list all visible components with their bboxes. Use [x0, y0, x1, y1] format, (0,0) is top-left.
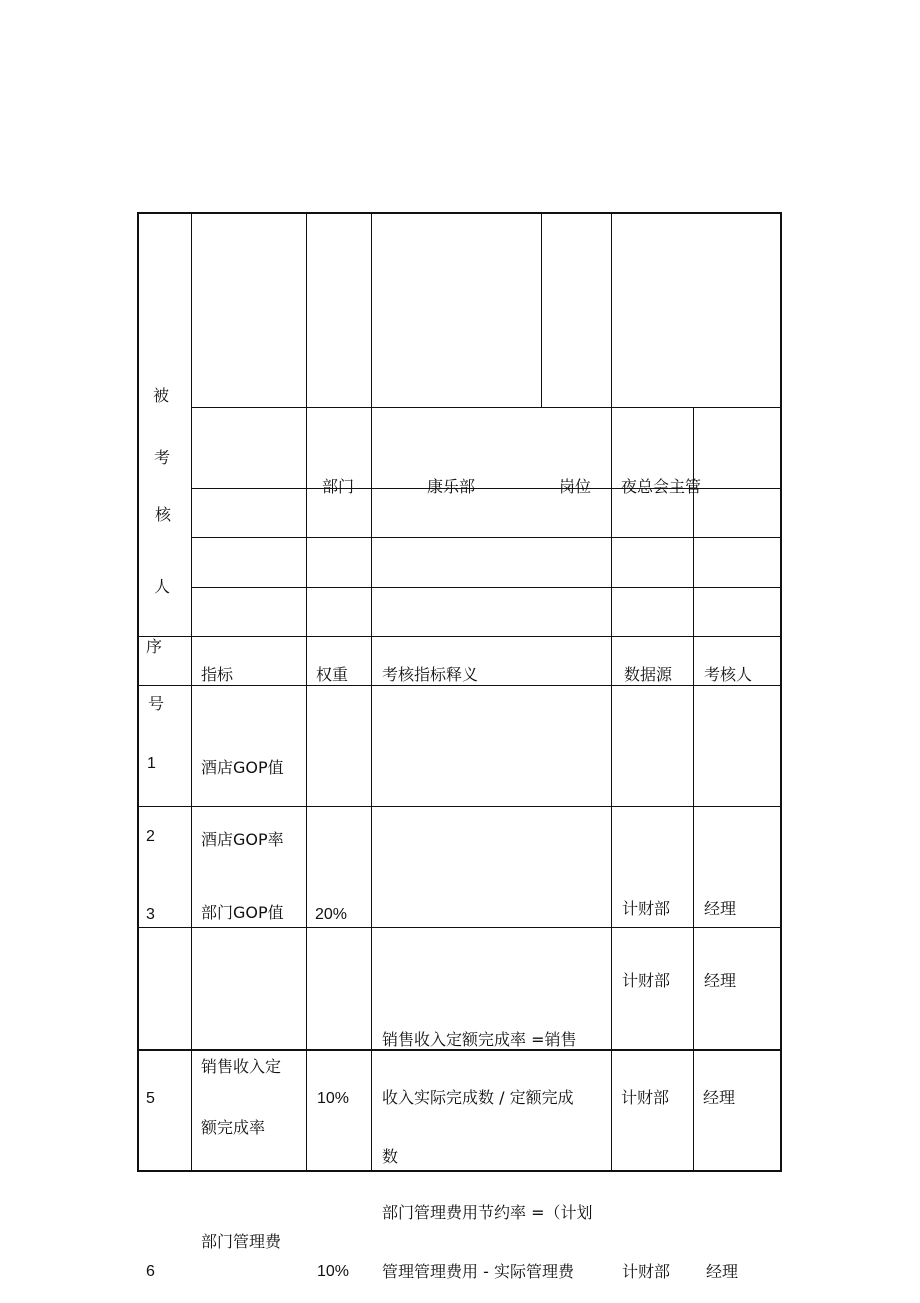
row-definition-line: 数	[382, 1147, 399, 1166]
row-definition: 销售收入定额完成率 =销售	[382, 1030, 577, 1049]
seq-header-char: 序	[146, 637, 163, 656]
row-divider	[191, 587, 782, 588]
row-indicator-line: 额完成率	[201, 1118, 266, 1137]
weight-header: 权重	[316, 665, 349, 684]
row-indicator-line: 销售收入定	[201, 1057, 282, 1076]
row-data-source: 计财部	[622, 971, 671, 990]
dept-label: 部门	[322, 477, 355, 496]
assessor-header: 考核人	[704, 665, 753, 684]
indicator-header: 指标	[201, 665, 234, 684]
col-divider	[611, 212, 612, 1172]
row-divider	[191, 537, 782, 538]
row-weight: 10%	[317, 1090, 350, 1107]
assessee-char: 人	[154, 577, 171, 596]
assessee-char: 考	[154, 448, 171, 467]
row-divider	[137, 806, 782, 807]
table-rule-heavy	[137, 1049, 782, 1051]
row-weight: 10%	[317, 1263, 350, 1280]
row-seq: 2	[146, 828, 155, 845]
table-border-right	[780, 212, 782, 1172]
row-indicator: 部门管理费	[201, 1232, 282, 1251]
col-divider	[371, 212, 372, 1172]
row-seq: 5	[146, 1090, 155, 1107]
table-border-bottom	[137, 1170, 782, 1172]
row-assessor: 经理	[703, 1088, 736, 1107]
row-seq: 6	[146, 1263, 155, 1280]
post-label: 岗位	[559, 477, 592, 496]
row-divider	[137, 636, 782, 637]
col-divider	[306, 212, 307, 1172]
row-seq: 1	[147, 755, 156, 772]
row-data-source: 计财部	[622, 1262, 671, 1281]
post-value: 夜总会主管	[621, 477, 702, 496]
assessee-char: 被	[153, 386, 170, 405]
row-definition-line: 管理管理费用 - 实际管理费	[382, 1262, 574, 1281]
row-seq: 3	[146, 906, 155, 923]
seq-header-char: 号	[148, 694, 165, 713]
row-assessor: 经理	[704, 971, 737, 990]
col-divider	[693, 407, 694, 1172]
row-divider	[137, 927, 782, 928]
row-data-source: 计财部	[621, 1088, 670, 1107]
row-indicator: 部门GOP值	[201, 903, 284, 922]
col-divider	[541, 212, 542, 408]
data-source-header: 数据源	[624, 665, 673, 684]
assessee-char: 核	[155, 505, 172, 524]
row-divider	[137, 685, 782, 686]
row-assessor: 经理	[706, 1262, 739, 1281]
col-divider	[191, 212, 192, 1172]
table-border-left	[137, 212, 139, 1172]
row-indicator: 酒店GOP值	[201, 758, 284, 777]
dept-value: 康乐部	[427, 477, 476, 496]
row-definition-line: 收入实际完成数 / 定额完成	[382, 1088, 574, 1107]
table-border-top	[137, 212, 782, 214]
definition-header: 考核指标释义	[382, 665, 479, 684]
row-indicator: 酒店GOP率	[201, 830, 284, 849]
row-assessor: 经理	[704, 899, 737, 918]
row-weight: 20%	[315, 906, 348, 923]
row-definition-line: 部门管理费用节约率 =（计划	[382, 1203, 593, 1222]
row-data-source: 计财部	[622, 899, 671, 918]
row-divider	[191, 407, 782, 408]
